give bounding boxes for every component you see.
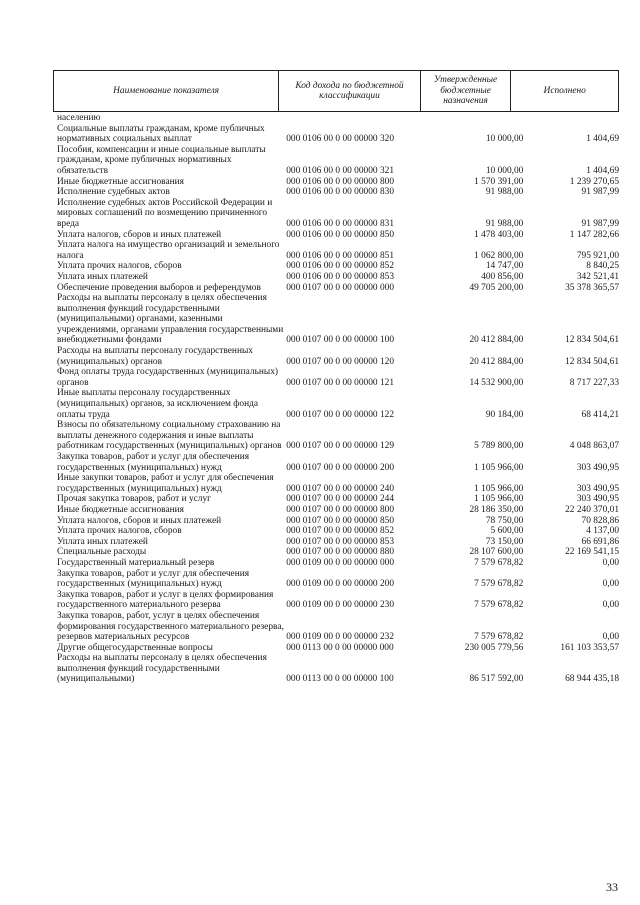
table-row [57, 420, 619, 452]
row-approved: 7 579 678,82 [474, 632, 524, 643]
row-executed: 35 378 365,57 [565, 282, 619, 293]
row-code: 000 0107 00 0 00 00000 853 [286, 536, 394, 547]
table-row [57, 367, 619, 388]
row-code: 000 0113 00 0 00 00000 100 [286, 674, 394, 685]
row-executed: 0,00 [602, 557, 619, 568]
row-name: Уплата прочих налогов, сборов [57, 526, 182, 537]
row-approved: 90 184,00 [485, 409, 524, 420]
row-code: 000 0106 00 0 00 00000 851 [286, 250, 394, 261]
header-approved: Утвержденные бюджетные назначения [421, 71, 512, 111]
row-name: Иные выплаты персоналу государственных (муниципальных) органов, за исключением фонда оплаты труда [57, 388, 259, 420]
row-executed: 70 828,86 [581, 515, 619, 526]
row-code: 000 0107 00 0 00 00000 200 [286, 462, 394, 473]
table-row [57, 283, 619, 294]
row-executed: 303 490,95 [576, 483, 619, 494]
table-row [57, 526, 619, 537]
row-executed: 0,00 [602, 632, 619, 643]
row-code: 000 0109 00 0 00 00000 230 [286, 600, 394, 611]
row-code: 000 0106 00 0 00 00000 830 [286, 187, 394, 198]
table-row [57, 452, 619, 473]
row-name: Обеспечение проведения выборов и референдумов [57, 282, 261, 293]
row-executed: 303 490,95 [576, 494, 619, 505]
table-row [57, 643, 619, 654]
row-approved: 1 570 391,00 [474, 176, 524, 187]
table-row [57, 230, 619, 241]
row-name: Иные закупки товаров, работ и услуг для обеспечения государственных (муниципальных) нужд [57, 473, 274, 494]
row-code: 000 0107 00 0 00 00000 122 [286, 409, 394, 420]
row-name: Прочая закупка товаров, работ и услуг [57, 494, 211, 505]
table-row [57, 198, 619, 230]
row-approved: 91 988,00 [485, 218, 524, 229]
row-code: 000 0107 00 0 00 00000 850 [286, 515, 394, 526]
table-row [57, 113, 619, 124]
row-approved: 49 705 200,00 [469, 282, 524, 293]
row-executed: 1 404,69 [586, 165, 619, 176]
row-name: Закупка товаров, работ и услуг для обеспечения государственных (муниципальных) нужд [57, 568, 250, 590]
row-code: 000 0107 00 0 00 00000 852 [286, 526, 394, 537]
row-executed: 4 137,00 [586, 526, 619, 537]
row-code: 000 0107 00 0 00 00000 100 [286, 335, 394, 346]
row-approved: 73 150,00 [485, 536, 524, 547]
row-code: 000 0106 00 0 00 00000 831 [286, 218, 394, 229]
row-name: Расходы на выплаты персоналу в целях обеспечения выполнения функций государственными (муниципальными) органами, казенными учреждениями, органами управления государственными внебюджетными фондами [57, 293, 284, 346]
row-name: Уплата прочих налогов, сборов [57, 261, 182, 272]
row-code: 000 0107 00 0 00 00000 129 [286, 441, 394, 452]
row-code: 000 0107 00 0 00 00000 880 [286, 547, 394, 558]
row-name: Социальные выплаты гражданам, кроме публичных нормативных социальных выплат [57, 123, 265, 145]
row-name: Другие общегосударственные вопросы [57, 642, 213, 653]
table-row [57, 124, 619, 145]
row-code: 000 0107 00 0 00 00000 121 [286, 377, 394, 388]
row-executed: 12 834 504,61 [565, 356, 619, 367]
table-row [57, 272, 619, 283]
header-executed: Исполнено [543, 85, 586, 96]
table-row [57, 653, 619, 685]
row-executed: 22 169 541,15 [565, 547, 619, 558]
row-executed: 91 987,99 [581, 218, 619, 229]
row-approved: 10 000,00 [485, 165, 524, 176]
row-approved: 14 747,00 [485, 261, 524, 272]
row-approved: 5 600,00 [490, 526, 524, 537]
row-approved: 5 789 800,00 [474, 441, 524, 452]
row-name: Уплата налогов, сборов и иных платежей [57, 515, 222, 526]
row-code: 000 0106 00 0 00 00000 853 [286, 271, 394, 282]
row-name: Закупка товаров, работ и услуг в целях формирования государственного материального резерва [57, 589, 274, 611]
row-executed: 66 691,86 [581, 536, 619, 547]
row-executed: 22 240 370,01 [565, 504, 619, 515]
table-row [57, 293, 619, 346]
row-executed: 1 239 270,65 [569, 176, 619, 187]
row-approved: 230 005 779,56 [464, 642, 524, 653]
row-approved: 1 105 966,00 [474, 483, 524, 494]
row-code: 000 0106 00 0 00 00000 850 [286, 229, 394, 240]
row-executed: 12 834 504,61 [565, 335, 619, 346]
row-name: Исполнение судебных актов [57, 187, 170, 198]
row-name: Закупка товаров, работ, услуг в целях обеспечения формирования государственного материального резерва, резервов материальных ресурсов [57, 610, 284, 643]
row-code: 000 0107 00 0 00 00000 120 [286, 356, 394, 367]
row-code: 000 0107 00 0 00 00000 240 [286, 483, 394, 494]
row-approved: 1 105 966,00 [474, 494, 524, 505]
table-body [57, 113, 619, 685]
row-code: 000 0106 00 0 00 00000 320 [286, 134, 394, 145]
row-executed: 0,00 [602, 600, 619, 611]
row-name: Закупка товаров, работ и услуг для обеспечения государственных (муниципальных) нужд [57, 452, 250, 473]
table-row [57, 611, 619, 643]
table-row [57, 516, 619, 527]
row-executed: 68 944 435,18 [565, 674, 619, 685]
row-name: Уплата налогов, сборов и иных платежей [57, 229, 222, 240]
row-name: Уплата иных платежей [57, 271, 148, 282]
header-name: Наименование показателя [54, 71, 279, 111]
row-approved: 7 579 678,82 [474, 600, 524, 611]
row-code: 000 0107 00 0 00 00000 000 [286, 282, 394, 293]
row-approved: 14 532 900,00 [469, 377, 524, 388]
table-row [57, 145, 619, 177]
row-name: Иные бюджетные ассигнования [57, 504, 184, 515]
row-code: 000 0109 00 0 00 00000 232 [286, 632, 394, 643]
row-executed: 303 490,95 [576, 462, 619, 473]
row-approved: 28 107 600,00 [469, 547, 524, 558]
table-row [57, 473, 619, 494]
table-row [57, 558, 619, 569]
row-approved: 1 062 800,00 [474, 250, 524, 261]
row-code: 000 0107 00 0 00 00000 800 [286, 504, 394, 515]
table-row [57, 187, 619, 198]
row-approved: 10 000,00 [485, 134, 524, 145]
table-row [57, 569, 619, 590]
row-executed: 8 840,25 [586, 261, 619, 272]
table-row [57, 177, 619, 188]
table-row [57, 346, 619, 367]
row-executed: 4 048 863,07 [569, 441, 619, 452]
header-code: Код дохода по бюджетной классификации [279, 71, 421, 111]
row-approved: 86 517 592,00 [469, 674, 524, 685]
table-row [57, 240, 619, 261]
table-row [57, 547, 619, 558]
row-executed: 0,00 [602, 579, 619, 590]
row-executed: 68 414,21 [581, 409, 619, 420]
row-name: Уплата налога на имущество организаций и земельного налога [57, 240, 280, 261]
row-approved: 7 579 678,82 [474, 579, 524, 590]
table-row [57, 537, 619, 548]
table-row [57, 505, 619, 516]
row-approved: 20 412 884,00 [469, 335, 524, 346]
row-code: 000 0109 00 0 00 00000 000 [286, 557, 394, 568]
row-name: Расходы на выплаты персоналу государственных (муниципальных) органов [57, 346, 253, 367]
row-code: 000 0106 00 0 00 00000 852 [286, 261, 394, 272]
row-executed: 161 103 353,57 [560, 642, 619, 653]
row-approved: 1 105 966,00 [474, 462, 524, 473]
row-approved: 20 412 884,00 [469, 356, 524, 367]
table-row [57, 388, 619, 420]
row-name: Исполнение судебных актов Российской Федерации и мировых соглашений по возмещению причиненного вреда [57, 197, 273, 229]
row-executed: 91 987,99 [581, 187, 619, 198]
row-code: 000 0113 00 0 00 00000 000 [286, 642, 394, 653]
row-approved: 7 579 678,82 [474, 557, 524, 568]
row-executed: 8 717 227,33 [569, 377, 619, 388]
table-row [57, 494, 619, 505]
row-code: 000 0106 00 0 00 00000 800 [286, 176, 394, 187]
table-row [57, 590, 619, 611]
row-approved: 28 186 350,00 [469, 504, 524, 515]
row-approved: 91 988,00 [485, 187, 524, 198]
row-approved: 1 478 403,00 [474, 229, 524, 240]
row-name: Государственный материальный резерв [57, 557, 215, 568]
row-code: 000 0107 00 0 00 00000 244 [286, 494, 394, 505]
row-executed: 1 404,69 [586, 134, 619, 145]
row-executed: 1 147 282,66 [569, 229, 619, 240]
row-executed: 342 521,41 [576, 271, 619, 282]
row-name: Фонд оплаты труда государственных (муниципальных) органов [57, 367, 279, 388]
row-approved: 400 856,00 [481, 271, 524, 282]
table-row [57, 261, 619, 272]
row-approved: 78 750,00 [485, 515, 524, 526]
table-header [53, 70, 619, 112]
row-executed: 795 921,00 [576, 250, 619, 261]
row-name: Уплата иных платежей [57, 536, 148, 547]
row-name: Специальные расходы [57, 547, 147, 558]
row-name: Расходы на выплаты персоналу в целях обеспечения выполнения функций государственными (муниципальными) [57, 653, 267, 685]
row-name: населению [57, 113, 101, 123]
row-code: 000 0106 00 0 00 00000 321 [286, 165, 394, 176]
row-code: 000 0109 00 0 00 00000 200 [286, 579, 394, 590]
row-name: Взносы по обязательному социальному страхованию на выплаты денежного содержания и иные выплаты работникам государственных (муниципальных) органов [57, 420, 282, 452]
page-number: 33 [606, 880, 618, 894]
row-name: Пособия, компенсации и иные социальные выплаты гражданам, кроме публичных нормативных обязательств [57, 144, 266, 176]
row-name: Иные бюджетные ассигнования [57, 176, 184, 187]
